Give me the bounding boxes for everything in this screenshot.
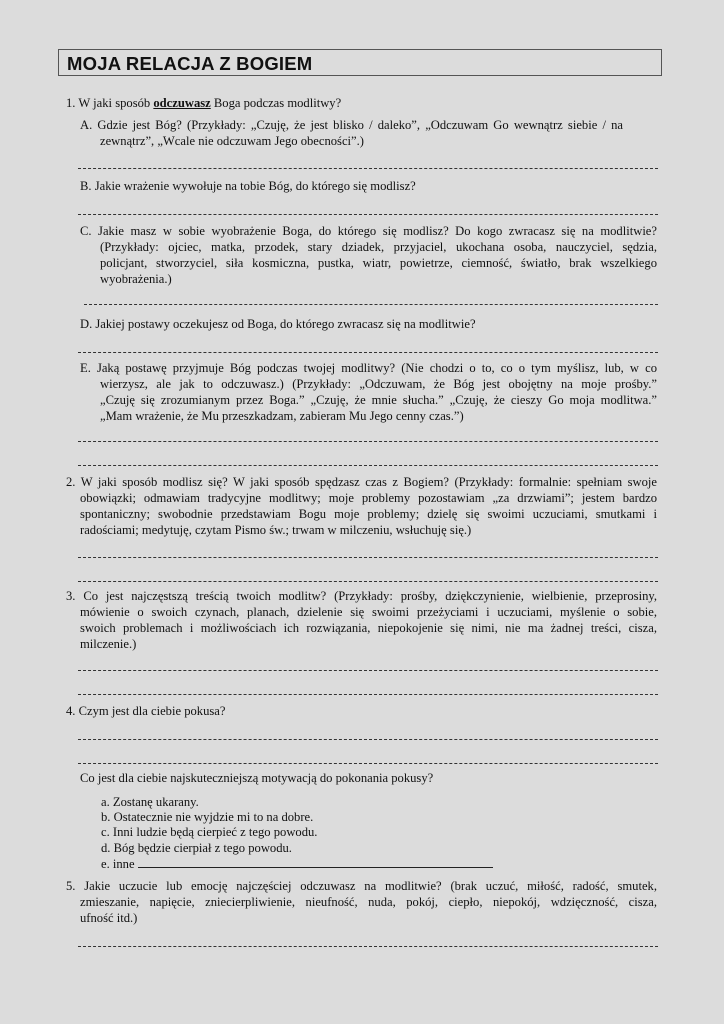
q4-option-e-label: e. inne [101,857,135,871]
q1-e-line-2: wierzysz, ale jak to odczuwasz.) (Przykłady: „Odczuwam, że Bóg jest obojętny na moje prośby.” [100,377,657,391]
q2-line-4: radościami; medytuję, czytam Pismo św.; trwam w milczeniu, wsłuchuję się.) [80,522,472,537]
q4-option-c[interactable]: c. Inni ludzie będą cierpieć z tego powodu. [101,825,318,839]
q2-line-1-wrap [66,475,657,491]
q5-line-2: zmieszanie, napięcie, zniecierpliwienie, nieufność, nuda, pokój, ciepło, niepokój, wdzięczność, cisza, [80,895,657,909]
q1-pre: 1. W jaki sposób [66,96,154,110]
q4-text: 4. Czym jest dla ciebie pokusa? [66,704,226,718]
q1-e-line-1-wrap [80,361,657,377]
page-title: MOJA RELACJA Z BOGIEM [67,53,313,74]
q5-line-1: 5. Jakie uczucie lub emocję najczęściej odczuwasz na modlitwie? (brak uczuć, miłość, radość, smutek, [66,879,657,893]
q3-line-2: mówienie o swoich czynach, planach, dzielenie się swoimi przeżyciami i uczuciami, myślenie o sobie, [80,605,657,619]
q2-line-3: spontaniczny; swobodnie przedstawiam Bogu moje problemy; dzielę się swoimi uczuciami, smutkami i [80,506,657,521]
q1-c-rest [100,240,657,287]
answer-line[interactable] [78,441,658,442]
answer-line[interactable] [78,739,658,740]
q3-line-1-wrap [66,589,657,605]
q4-option-b[interactable]: b. Ostatecznie nie wyjdzie mi to na dobre. [101,810,314,824]
q1-c-line-1: C. Jakie masz w sobie wyobrażenie Boga, do którego się modlisz? Do kogo zwracasz się na modlitwie? [80,224,657,238]
answer-line[interactable] [78,465,658,466]
q1-d-text: D. Jakiej postawy oczekujesz od Boga, do którego zwracasz się na modlitwie? [80,317,476,331]
q1-c-line-3: policjant, stworzyciel, siła kosmiczna, pustka, wiatr, powietrze, ciemność, światło, brak wszelkiego [100,255,657,270]
q4-option-a[interactable]: a. Zostanę ukarany. [101,795,199,809]
q3-line-3: swoich problemach i możliwościach ich rozwiązania, niepokojenie się nimi, nie ma żadnej treści, cisza, [80,620,657,635]
q4-subquestion: Co jest dla ciebie najskuteczniejszą motywacją do pokonania pokusy? [80,771,434,785]
q5-line-3: ufność itd.) [80,910,138,925]
q1-emphasis: odczuwasz [153,96,211,110]
answer-line[interactable] [78,763,658,764]
q1-a-line-1: A. Gdzie jest Bóg? (Przykłady: „Czuję, że jest blisko / daleko”, „Odczuwam Go wewnątrz siebie / na [80,118,623,132]
q1-post: Boga podczas modlitwy? [210,96,342,110]
q2-line-1: 2. W jaki sposób modlisz się? W jaki sposób spędzasz czas z Bogiem? (Przykłady: formalnie: spełniam swoje [66,475,657,489]
q1-a-line-2: zewnątrz”, „Wcale nie odczuwam Jego obecności”.) [100,134,364,148]
q1-a-text [80,118,623,134]
answer-line[interactable] [78,670,658,671]
q5-line-1-wrap [66,879,657,895]
q1-e-line-4: „Mam wrażenie, że Mu przeszkadzam, zabieram Mu Jego cenny czas.”) [100,408,464,423]
q3-line-1: 3. Co jest najczęstszą treścią twoich modlitw? (Przykłady: prośby, dziękczynienie, wielbienie, przeprosiny, [66,589,657,603]
q3-line-4: milczenie.) [80,636,137,651]
q4-option-d[interactable]: d. Bóg będzie cierpiał z tego powodu. [101,841,292,855]
q5-rest [80,895,657,927]
q1-c-line-2: (Przykłady: ojciec, matka, przodek, stary dziadek, przyjaciel, ukochana osoba, nauczyciel, sędzia, [100,240,657,254]
answer-line[interactable] [84,304,658,305]
question-1 [66,96,341,112]
q3-rest [80,605,657,652]
q2-rest [80,491,657,538]
q1-e-line-1: E. Jaką postawę przyjmuje Bóg podczas twojej modlitwy? (Nie chodzi o to, co o tym myślisz, lub, w co [80,361,657,375]
answer-line[interactable] [78,581,658,582]
other-answer-field[interactable] [138,856,493,868]
answer-line[interactable] [78,352,658,353]
title-box [58,49,662,76]
q1-c-line-4: wyobrażenia.) [100,271,172,286]
q1-b-text: B. Jakie wrażenie wywołuje na tobie Bóg, do którego się modlisz? [80,179,416,193]
q2-line-2: obowiązki; odmawiam tradycyjne modlitwy; moje problemy pozostawiam „za drzwiami”; jestem bardzo [80,491,657,505]
q1-e-line-3: „Czuję się zrozumianym przez Boga.” „Czuję, że mnie słucha.” „Czuję, że cieszy Go moja modlitwa.” [100,392,657,407]
q1-c-line-1-wrap [80,224,657,240]
answer-line[interactable] [78,168,658,169]
answer-line[interactable] [78,946,658,947]
answer-line[interactable] [78,214,658,215]
answer-line[interactable] [78,557,658,558]
answer-line[interactable] [78,694,658,695]
q4-option-e[interactable] [101,856,493,873]
q1-e-rest [100,377,657,424]
